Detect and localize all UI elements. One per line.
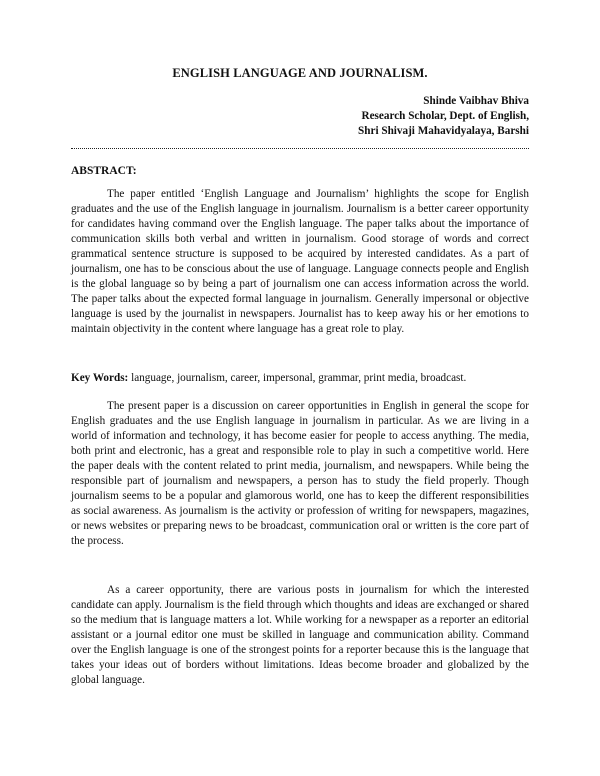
author-block	[358, 94, 529, 139]
paper-title: ENGLISH LANGUAGE AND JOURNALISM.	[172, 66, 428, 80]
dotted-divider	[71, 148, 529, 149]
author-name: Shinde Vaibhav Bhiva	[423, 95, 529, 107]
abstract-text: The paper entitled ‘English Language and Journalism’ highlights the scope for English graduates and the use of the English language in journalism. Journalism is a better career opportunity for candidates having command over the English language. The paper talks about the importance of communication skills both verbal and written in journalism. Good storage of words and correct grammatical sentence structure is supposed to be acquired by interested candidates. As a part of journalism, one has to be conscious about the use of language. Language connects people and English is the global language so by being a part of journalism one can access information across the world. The paper talks about the expected formal language in journalism. Generally impersonal or objective language is used by the journalist in newspapers. Journalist has to keep away his or her emotions to maintain objectivity in the content where language has a great role to play.	[71, 188, 529, 336]
keywords-paragraph	[71, 371, 529, 386]
abstract-heading: ABSTRACT:	[71, 165, 137, 177]
author-institution: Shri Shivaji Mahavidyalaya, Barshi	[358, 125, 529, 137]
body-paragraph-1: The present paper is a discussion on career opportunities in English in general the scope for English graduates and the use English language in journalism in particular. As we are living in a world of information and technology, it has become easier for people to access anything. The media, both print and electronic, has a great and responsible role to play in such a competitive world. Here the paper deals with the content related to print media, journalism, and newspapers. While being the responsible part of journalism and newspapers, a person has to study the field properly. Though journalism seems to be a popular and glamorous world, one has to keep the different responsibilities as social awareness. As journalism is the activity or profession of writing for newspapers, magazines, or news websites or preparing news to be broadcast, communication oral or written is the core part of the process.	[71, 400, 529, 548]
keywords-text: language, journalism, career, impersonal, grammar, print media, broadcast.	[128, 372, 467, 384]
body-paragraph-2: As a career opportunity, there are various posts in journalism for which the interested candidate can apply. Journalism is the field through which thoughts and ideas are exchanged or shared so the medium that is language matters a lot. While working for a newspaper as a reporter an editorial assistant or a journal editor one must be skilled in language and communication ability. Command over the English language is one of the strongest points for a reporter because this is the language that takes your ideas out of borders without limitations. Ideas become broader and globalized by the global language.	[71, 584, 529, 687]
author-position: Research Scholar, Dept. of English,	[361, 110, 529, 122]
keywords-label: Key Words:	[71, 372, 129, 384]
